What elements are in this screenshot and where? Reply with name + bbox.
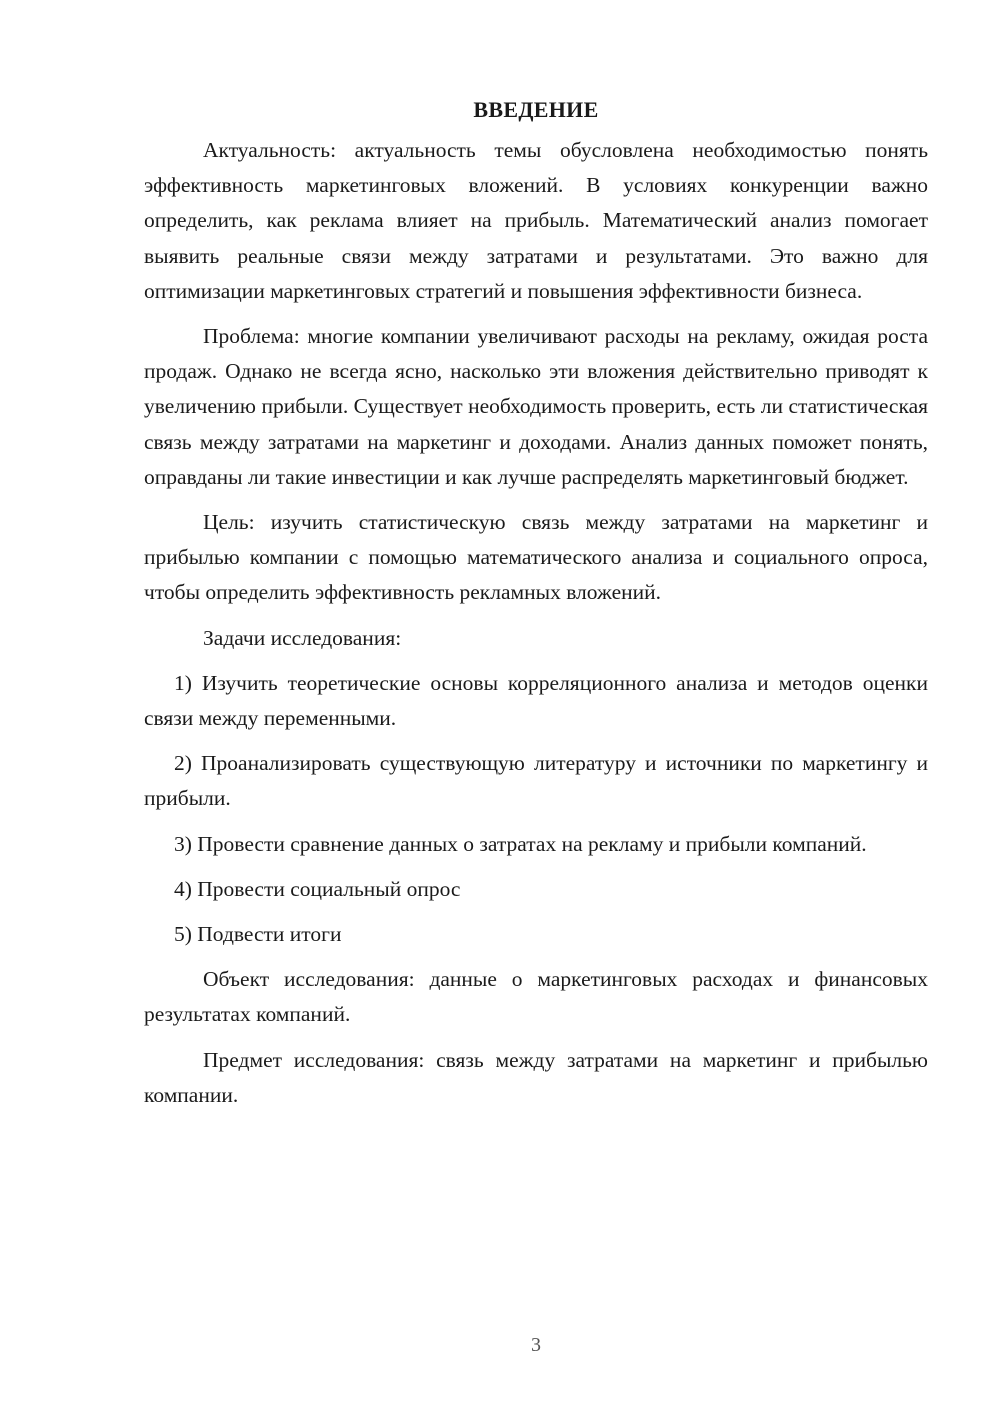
paragraph-object: Объект исследования: данные о маркетинговых расходах и финансовых результатах компаний. <box>144 967 928 1027</box>
document-page <box>144 92 928 1123</box>
task-item-1: 1) Изучить теоретические основы корреляционного анализа и методов оценки связи между переменными. <box>144 670 928 731</box>
task-item-5: 5) Подвести итоги <box>174 922 342 947</box>
page-number: 3 <box>531 1334 541 1356</box>
tasks-heading: Задачи исследования: <box>203 625 402 650</box>
paragraph-relevance: Актуальность: актуальность темы обусловлена необходимостью понять эффективность маркетинговых вложений. В условиях конкуренции важно определить, как реклама влияет на прибыль. Математический анализ помогает выявить реальные связи между затратами и результатами. Это важно для оптимизации маркетинговых стратегий и повышения эффективности бизнеса. <box>144 138 928 303</box>
document-title: ВВЕДЕНИЕ <box>473 97 599 122</box>
paragraph-subject: Предмет исследования: связь между затратами на маркетинг и прибылью компании. <box>144 1047 928 1107</box>
paragraph-goal: Цель: изучить статистическую связь между затратами на маркетинг и прибылью компании с помощью математического анализа и социального опроса, чтобы определить эффективность рекламных вложений. <box>144 510 928 605</box>
task-item-2: 2) Проанализировать существующую литературу и источники по маркетингу и прибыли. <box>144 751 928 811</box>
task-item-4: 4) Провести социальный опрос <box>174 876 461 901</box>
paragraph-problem: Проблема: многие компании увеличивают расходы на рекламу, ожидая роста продаж. Однако не всегда ясно, насколько эти вложения действительно приводят к увеличению прибыли. Существует необходимость проверить, есть ли статистическая связь между затратами на маркетинг и доходами. Анализ данных поможет понять, оправданы ли такие инвестиции и как лучше распределять маркетинговый бюджет. <box>144 324 928 489</box>
task-item-3: 3) Провести сравнение данных о затратах на рекламу и прибыли компаний. <box>174 831 867 856</box>
